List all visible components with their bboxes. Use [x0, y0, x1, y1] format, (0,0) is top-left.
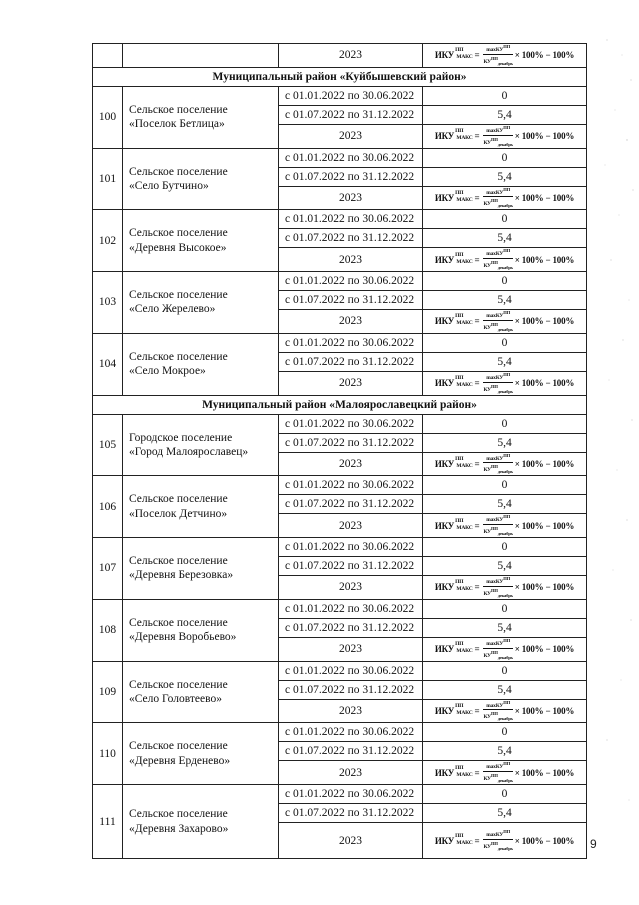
- section-title: Муниципальный район «Куйбышевский район»: [93, 67, 587, 86]
- row-number: 101: [93, 148, 123, 210]
- formula-tail: × 100% − 100%: [514, 767, 575, 778]
- formula-lhs-sub: МАКС: [456, 771, 473, 778]
- formula-equals: =: [474, 378, 480, 389]
- row-number: 100: [93, 86, 123, 148]
- formula-lhs-sub: МАКС: [456, 648, 473, 655]
- year-cell: 2023: [279, 371, 423, 395]
- settlement-name: [123, 272, 279, 334]
- value-second-half: 5,4: [423, 680, 587, 699]
- value-second-half: 5,4: [423, 618, 587, 637]
- settlement-title: «Деревня Воробьево»: [129, 631, 237, 644]
- formula-cell: [423, 699, 587, 723]
- index-formula: [435, 761, 574, 784]
- formula-fraction: [483, 514, 512, 537]
- formula-numerator: maxКУ$^{ПП}$: [486, 44, 510, 53]
- year-cell: 2023: [279, 761, 423, 785]
- table-row: [93, 599, 587, 618]
- settlement-name: [123, 723, 279, 785]
- settlement-type: Сельское поселение: [129, 555, 228, 567]
- table-row: [93, 723, 587, 742]
- year-cell: 2023: [279, 637, 423, 661]
- settlement-type: Сельское поселение: [129, 289, 228, 301]
- settlement-title: «Село Мокрое»: [129, 365, 206, 378]
- formula-tail: × 100% − 100%: [514, 131, 575, 142]
- index-formula: [435, 248, 574, 271]
- formula-lhs-sup: ПП: [455, 579, 464, 586]
- table-row: [93, 272, 587, 291]
- row-number: 105: [93, 414, 123, 476]
- formula-denominator: $КУ^{ПП}_{декабрь}$: [483, 321, 513, 332]
- index-formula: [435, 453, 574, 476]
- year-cell: 2023: [279, 186, 423, 210]
- value-second-half: 5,4: [423, 433, 587, 452]
- value-first-half: 0: [423, 210, 587, 229]
- row-number: 111: [93, 785, 123, 859]
- settlement-type: Городское поселение: [129, 431, 233, 444]
- formula-denominator: $КУ^{ПП}_{декабрь}$: [483, 198, 513, 209]
- num-cell-empty: [93, 44, 123, 68]
- formula-equals: =: [474, 254, 480, 265]
- value-first-half: 0: [423, 785, 587, 804]
- formula-lhs-sub: МАКС: [456, 586, 473, 593]
- formula-equals: =: [474, 582, 480, 593]
- value-second-half: 5,4: [423, 352, 587, 371]
- formula-denominator: $КУ^{ПП}_{декабрь}$: [483, 55, 513, 66]
- row-number: 106: [93, 476, 123, 538]
- formula-cell: [423, 371, 587, 395]
- formula-lhs: ИКУ: [434, 192, 455, 203]
- formula-equals: =: [474, 644, 480, 655]
- scan-artifact: [587, 0, 639, 905]
- formula-tail: × 100% − 100%: [514, 378, 575, 389]
- value-second-half: 5,4: [423, 804, 587, 823]
- table-row: [93, 210, 587, 229]
- formula-lhs-sub: МАКС: [456, 524, 473, 531]
- settlement-title: «Город Малоярославец»: [129, 445, 249, 458]
- formula-lhs-sup: ПП: [455, 641, 464, 648]
- formula-lhs: ИКУ: [434, 644, 455, 655]
- formula-equals: =: [474, 131, 480, 142]
- formula-cell: [423, 514, 587, 538]
- formula-lhs-sub: МАКС: [456, 54, 473, 61]
- formula-lhs-sup: ПП: [455, 517, 464, 524]
- formula-cell: [423, 186, 587, 210]
- formula-lhs-sup: ПП: [455, 764, 464, 771]
- formula-fraction: [483, 44, 512, 67]
- period-first-half: с 01.01.2022 по 30.06.2022: [279, 148, 423, 167]
- index-formula: [435, 372, 574, 395]
- formula-tail: × 100% − 100%: [514, 254, 575, 265]
- table-row: [93, 538, 587, 557]
- formula-numerator: maxКУ$^{ПП}$: [486, 829, 510, 838]
- period-first-half: с 01.01.2022 по 30.06.2022: [279, 723, 423, 742]
- period-second-half: с 01.07.2022 по 31.12.2022: [279, 105, 423, 124]
- settlement-title: «Деревня Захарово»: [129, 822, 229, 835]
- settlement-type: Сельское поселение: [129, 678, 228, 691]
- year-cell: 2023: [279, 514, 423, 538]
- settlement-name: [123, 661, 279, 723]
- formula-equals: =: [474, 835, 480, 846]
- formula-lhs-sub: МАКС: [456, 258, 473, 265]
- formula-denominator: $КУ^{ПП}_{декабрь}$: [483, 464, 513, 475]
- formula-tail: × 100% − 100%: [514, 192, 575, 203]
- value-second-half: 5,4: [423, 105, 587, 124]
- formula-lhs: ИКУ: [434, 131, 455, 142]
- period-second-half: с 01.07.2022 по 31.12.2022: [279, 229, 423, 248]
- formula-denominator: $КУ^{ПП}_{декабрь}$: [483, 136, 513, 147]
- formula-denominator: $КУ^{ПП}_{декабрь}$: [483, 711, 513, 722]
- formula-lhs: ИКУ: [434, 50, 455, 61]
- value-second-half: 5,4: [423, 167, 587, 186]
- formula-tail: × 100% − 100%: [514, 582, 575, 593]
- period-first-half: с 01.01.2022 по 30.06.2022: [279, 538, 423, 557]
- year-cell: 2023: [279, 699, 423, 723]
- formula-numerator: maxКУ$^{ПП}$: [486, 514, 510, 524]
- value-first-half: 0: [423, 538, 587, 557]
- value-second-half: 5,4: [423, 557, 587, 576]
- formula-lhs-sup: ПП: [455, 375, 464, 382]
- formula-lhs: ИКУ: [434, 254, 455, 265]
- index-formula: [435, 310, 574, 333]
- formula-numerator: maxКУ$^{ПП}$: [486, 761, 510, 771]
- value-first-half: 0: [423, 148, 587, 167]
- row-number: 109: [93, 661, 123, 723]
- table-row: [93, 476, 587, 495]
- formula-denominator: $КУ^{ПП}_{декабрь}$: [483, 649, 513, 660]
- settlement-type: Сельское поселение: [129, 493, 228, 506]
- formula-fraction: [483, 372, 512, 395]
- settlement-type: Сельское поселение: [129, 165, 228, 178]
- formula-equals: =: [474, 520, 480, 531]
- year-cell: 2023: [279, 823, 423, 859]
- formula-lhs-sup: ПП: [455, 47, 464, 54]
- formula-lhs-sub: МАКС: [456, 709, 473, 716]
- table-row: [93, 414, 587, 433]
- formula-fraction: [483, 453, 512, 476]
- period-first-half: с 01.01.2022 по 30.06.2022: [279, 661, 423, 680]
- settlement-type: Сельское поселение: [129, 808, 228, 821]
- settlement-title: «Село Жерелево»: [129, 303, 216, 316]
- period-second-half: с 01.07.2022 по 31.12.2022: [279, 433, 423, 452]
- formula-denominator: $КУ^{ПП}_{декабрь}$: [483, 526, 513, 536]
- value-first-half: 0: [423, 333, 587, 352]
- value-second-half: 5,4: [423, 742, 587, 761]
- formula-lhs-sup: ПП: [455, 832, 464, 839]
- formula-lhs: ИКУ: [434, 767, 455, 778]
- formula-numerator: maxКУ$^{ПП}$: [486, 310, 510, 319]
- table-row: [93, 785, 587, 804]
- value-first-half: 0: [423, 723, 587, 742]
- settlement-title: «Деревня Березовка»: [129, 569, 234, 582]
- formula-tail: × 100% − 100%: [514, 705, 575, 716]
- formula-fraction: [483, 248, 512, 271]
- settlement-name: [123, 86, 279, 148]
- formula-fraction: [483, 829, 512, 852]
- settlement-type: Сельское поселение: [129, 227, 228, 240]
- period-second-half: с 01.07.2022 по 31.12.2022: [279, 167, 423, 186]
- index-formula: [435, 638, 574, 661]
- formula-lhs: ИКУ: [434, 316, 455, 327]
- formula-denominator: $КУ^{ПП}_{декабрь}$: [483, 840, 513, 851]
- index-formula: [435, 700, 574, 723]
- formula-fraction: [483, 125, 512, 148]
- period-second-half: с 01.07.2022 по 31.12.2022: [279, 618, 423, 637]
- value-second-half: 5,4: [423, 291, 587, 310]
- name-cell-empty: [123, 44, 279, 68]
- formula-denominator: $КУ^{ПП}_{декабрь}$: [483, 773, 513, 783]
- page-number: 9: [590, 837, 597, 851]
- formula-lhs: ИКУ: [434, 705, 455, 716]
- index-formula: [435, 514, 574, 537]
- settlement-title: «Деревня Высокое»: [129, 241, 227, 254]
- tariff-table: [92, 43, 587, 859]
- formula-fraction: [483, 700, 512, 723]
- formula-lhs-sub: МАКС: [456, 135, 473, 142]
- formula-tail: × 100% − 100%: [514, 644, 575, 655]
- formula-cell: [423, 310, 587, 334]
- formula-cell: [423, 124, 587, 148]
- formula-numerator: maxКУ$^{ПП}$: [486, 186, 510, 196]
- period-first-half: с 01.01.2022 по 30.06.2022: [279, 414, 423, 433]
- year-cell: 2023: [279, 452, 423, 476]
- period-first-half: с 01.01.2022 по 30.06.2022: [279, 272, 423, 291]
- formula-lhs-sub: МАКС: [456, 320, 473, 327]
- formula-numerator: maxКУ$^{ПП}$: [486, 637, 510, 647]
- period-first-half: с 01.01.2022 по 30.06.2022: [279, 333, 423, 352]
- settlement-type: Сельское поселение: [129, 616, 228, 629]
- period-first-half: с 01.01.2022 по 30.06.2022: [279, 210, 423, 229]
- formula-cell: [423, 576, 587, 600]
- section-header-row: [93, 395, 587, 414]
- formula-lhs-sup: ПП: [455, 128, 464, 135]
- formula-tail: × 100% − 100%: [514, 835, 575, 846]
- formula-denominator: $КУ^{ПП}_{декабрь}$: [483, 383, 513, 394]
- year-cell: 2023: [279, 576, 423, 600]
- formula-fraction: [483, 576, 512, 599]
- value-second-half: 5,4: [423, 229, 587, 248]
- formula-denominator: $КУ^{ПП}_{декабрь}$: [483, 260, 513, 270]
- formula-fraction: [483, 310, 512, 333]
- formula-cell: [423, 823, 587, 859]
- formula-lhs-sup: ПП: [455, 251, 464, 258]
- tariff-table-body: [93, 44, 587, 859]
- table-row: [93, 86, 587, 105]
- year-cell: 2023: [279, 310, 423, 334]
- period-first-half: с 01.01.2022 по 30.06.2022: [279, 86, 423, 105]
- formula-lhs-sub: МАКС: [456, 839, 473, 846]
- value-second-half: 5,4: [423, 495, 587, 514]
- index-formula: [435, 576, 574, 599]
- table-row-continued: [93, 44, 587, 68]
- period-first-half: с 01.01.2022 по 30.06.2022: [279, 785, 423, 804]
- section-header-row: [93, 67, 587, 86]
- formula-numerator: maxКУ$^{ПП}$: [486, 124, 510, 134]
- formula-equals: =: [474, 705, 480, 716]
- formula-equals: =: [474, 192, 480, 203]
- period-second-half: с 01.07.2022 по 31.12.2022: [279, 742, 423, 761]
- value-first-half: 0: [423, 86, 587, 105]
- table-row: [93, 661, 587, 680]
- formula-tail: × 100% − 100%: [514, 458, 575, 469]
- value-first-half: 0: [423, 414, 587, 433]
- settlement-name: [123, 476, 279, 538]
- row-number: 104: [93, 333, 123, 395]
- period-second-half: с 01.07.2022 по 31.12.2022: [279, 557, 423, 576]
- settlement-name: [123, 210, 279, 272]
- value-first-half: 0: [423, 476, 587, 495]
- period-first-half: с 01.01.2022 по 30.06.2022: [279, 599, 423, 618]
- settlement-title: «Поселок Бетлица»: [129, 118, 225, 131]
- row-number: 102: [93, 210, 123, 272]
- formula-lhs-sup: ПП: [455, 455, 464, 462]
- table-row: [93, 333, 587, 352]
- settlement-name: [123, 785, 279, 859]
- index-formula: [435, 125, 574, 148]
- row-number: 110: [93, 723, 123, 785]
- formula-cell: [423, 248, 587, 272]
- settlement-type: Сельское поселение: [129, 103, 228, 116]
- formula-cell: [423, 761, 587, 785]
- settlement-title: «Село Головтеево»: [129, 692, 222, 705]
- formula-equals: =: [474, 458, 480, 469]
- formula-lhs-sub: МАКС: [456, 196, 473, 203]
- formula-equals: =: [474, 50, 480, 61]
- year-cell: 2023: [279, 124, 423, 148]
- value-first-half: 0: [423, 661, 587, 680]
- settlement-name: [123, 414, 279, 476]
- period-second-half: с 01.07.2022 по 31.12.2022: [279, 291, 423, 310]
- formula-denominator: $КУ^{ПП}_{декабрь}$: [483, 587, 513, 598]
- period-second-half: с 01.07.2022 по 31.12.2022: [279, 352, 423, 371]
- settlement-name: [123, 148, 279, 210]
- settlement-title: «Поселок Детчино»: [129, 507, 228, 520]
- settlement-type: Сельское поселение: [129, 740, 228, 753]
- period-first-half: с 01.01.2022 по 30.06.2022: [279, 476, 423, 495]
- index-formula: [435, 829, 574, 852]
- row-number: 107: [93, 538, 123, 600]
- settlement-type: Сельское поселение: [129, 350, 228, 363]
- formula-lhs: ИКУ: [434, 582, 455, 593]
- formula-numerator: maxКУ$^{ПП}$: [486, 576, 510, 585]
- settlement-name: [123, 599, 279, 661]
- settlement-title: «Деревня Ерденево»: [129, 754, 231, 767]
- formula-fraction: [483, 187, 512, 210]
- formula-cell: [423, 452, 587, 476]
- formula-lhs: ИКУ: [434, 520, 455, 531]
- row-number: 103: [93, 272, 123, 334]
- formula-tail: × 100% − 100%: [514, 50, 575, 61]
- settlement-title: «Село Бутчино»: [129, 179, 209, 192]
- formula-fraction: [483, 761, 512, 784]
- formula-lhs-sup: ПП: [455, 702, 464, 709]
- formula-cell: [423, 44, 587, 68]
- year-cell: 2023: [279, 44, 423, 68]
- formula-numerator: maxКУ$^{ПП}$: [486, 699, 510, 709]
- value-first-half: 0: [423, 272, 587, 291]
- formula-fraction: [483, 638, 512, 661]
- index-formula: [435, 187, 574, 210]
- formula-tail: × 100% − 100%: [514, 520, 575, 531]
- table-row: [93, 148, 587, 167]
- period-second-half: с 01.07.2022 по 31.12.2022: [279, 680, 423, 699]
- value-first-half: 0: [423, 599, 587, 618]
- formula-cell: [423, 637, 587, 661]
- formula-lhs: ИКУ: [434, 378, 455, 389]
- period-second-half: с 01.07.2022 по 31.12.2022: [279, 495, 423, 514]
- formula-lhs-sub: МАКС: [456, 462, 473, 469]
- formula-lhs-sub: МАКС: [456, 382, 473, 389]
- period-second-half: с 01.07.2022 по 31.12.2022: [279, 804, 423, 823]
- settlement-name: [123, 333, 279, 395]
- formula-tail: × 100% − 100%: [514, 316, 575, 327]
- formula-lhs: ИКУ: [434, 458, 455, 469]
- formula-numerator: maxКУ$^{ПП}$: [486, 452, 510, 462]
- formula-equals: =: [474, 316, 480, 327]
- formula-lhs-sup: ПП: [455, 189, 464, 196]
- year-cell: 2023: [279, 248, 423, 272]
- formula-equals: =: [474, 767, 480, 778]
- formula-numerator: maxКУ$^{ПП}$: [486, 371, 510, 381]
- row-number: 108: [93, 599, 123, 661]
- settlement-name: [123, 538, 279, 600]
- index-formula: [435, 44, 574, 67]
- section-title: Муниципальный район «Малоярославецкий район»: [93, 395, 587, 414]
- formula-lhs-sup: ПП: [455, 313, 464, 320]
- formula-lhs: ИКУ: [434, 835, 455, 846]
- formula-numerator: maxКУ$^{ПП}$: [486, 248, 510, 258]
